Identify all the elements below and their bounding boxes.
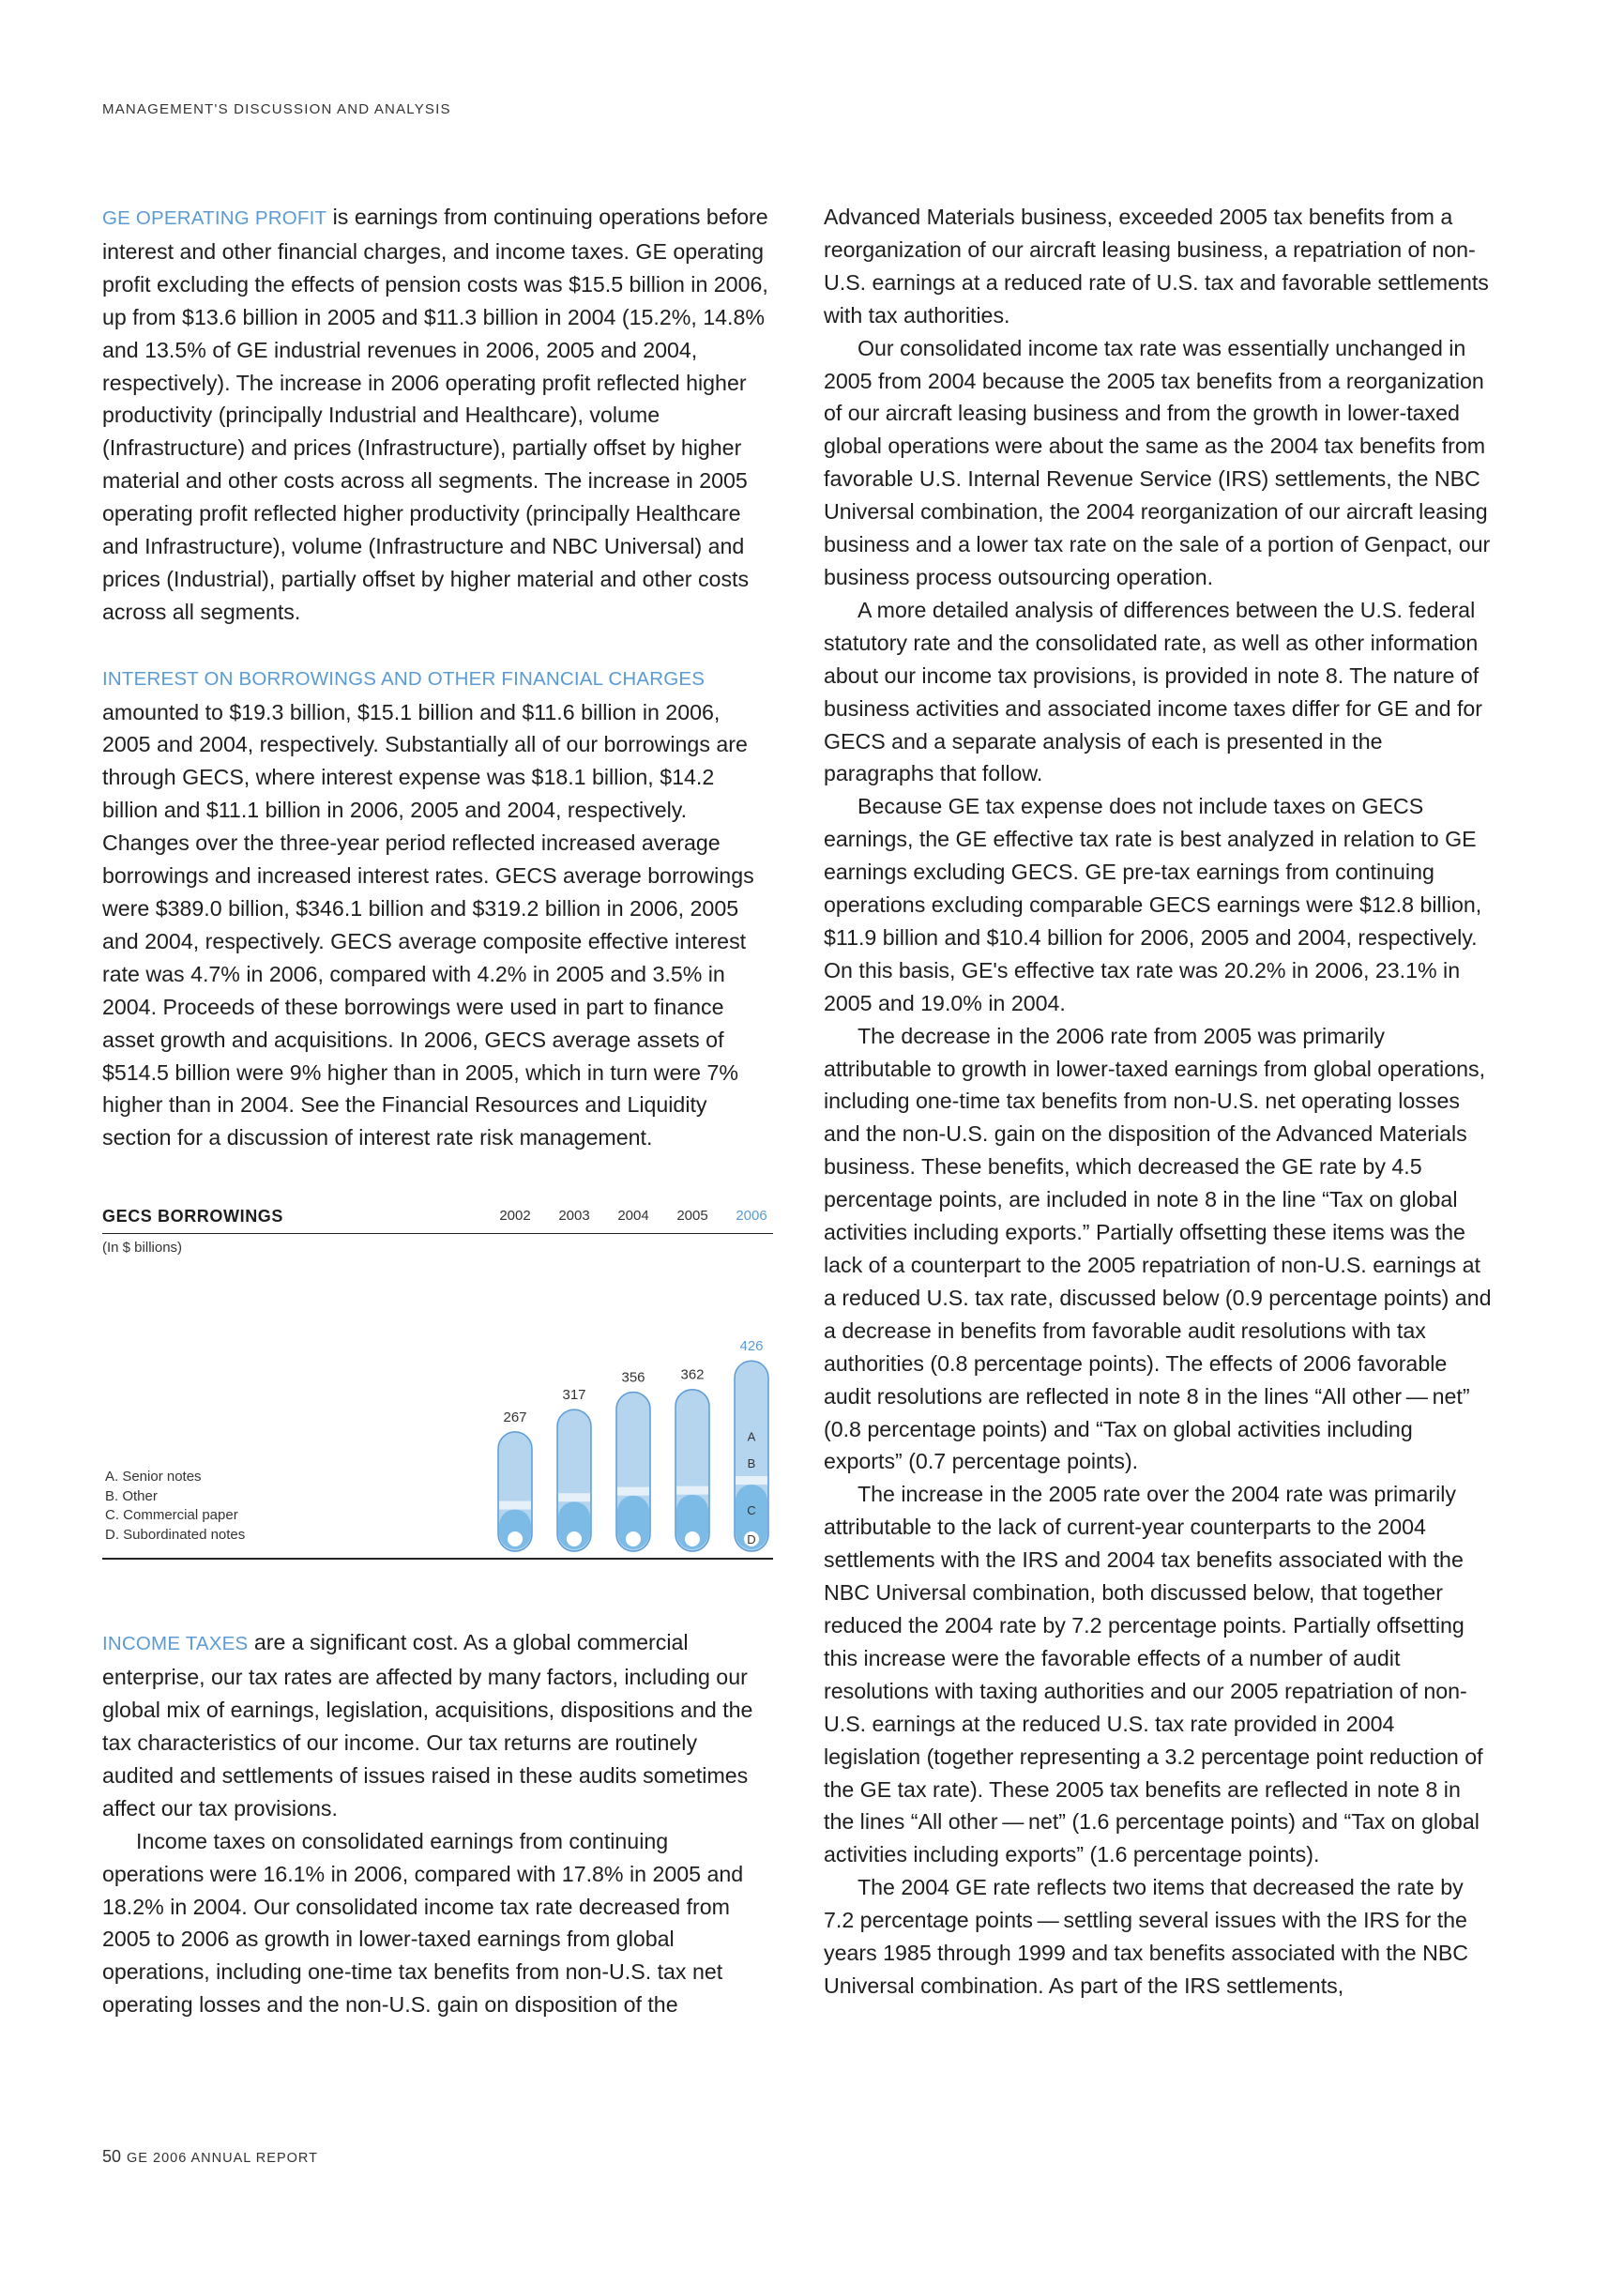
chart-title: GECS BORROWINGS [102,1207,284,1226]
paragraph-consolidated-rate: Income taxes on consolidated earnings from continuing operations were 16.1% in 2006, compared with 17.8% in 2005 and 18.2% in 2004. Our consolidated income tax rate decreased from 2005 to 2006 as growth in lower-taxed earnings from global operations, including one-time tax benefits from non-U.S. tax net operating losses and the non-U.S. gain on disposition of the [102,1828,744,2018]
legend-item-senior-notes: A. Senior notes [105,1469,202,1485]
bar-segment-other [558,1493,590,1501]
bar-segment-subordinated-notes [685,1531,700,1546]
legend-item-other: B. Other [105,1487,158,1504]
stack-letter-c: C [747,1503,756,1518]
report-title: GE 2006 ANNUAL REPORT [127,2151,318,2166]
bar-segment-other [617,1487,649,1496]
keyword-income-taxes: INCOME TAXES [102,1633,249,1655]
page-number: 50 [102,2147,122,2166]
bar-segment-other [736,1476,767,1485]
paragraph-income-taxes [102,1626,773,1824]
text-interest: amounted to $19.3 billion, $15.1 billion and $11.6 billion in 2006, 2005 and 2004, respectively. Substantially all of our borrowings are through GECS, where interest expense was $18.1 billion, $14.2 billion and $11.1 billion in 2006, 2005 and 2004, respectively. Changes over the three-year period reflected increased average borrowings and increased interest rates. GECS average borrowings were $389.0 billion, $346.1 billion and $319.2 billion in 2006, 2005 and 2004, respectively. GECS average composite effective interest rate was 4.7% in 2006, compared with 4.2% in 2005 and 3.5% in 2004. Proceeds of these borrowings were used in part to finance asset growth and acquisitions. In 2006, GECS average assets of $514.5 billion were 9% higher than in 2005, which in turn were 7% higher than in 2004. See the Financial Resources and Liquidity section for a discussion of interest rate risk management. [102,699,754,1150]
stack-letter-b: B [747,1456,756,1471]
paragraph-right-7: The 2004 GE rate reflects two items that decreased the rate by 7.2 percentage points — settling several issues with the IRS for the years 1985 through 1999 and tax benefits associated with the NBC Universal combination. As part of the IRS settlements, [824,1875,1469,1998]
paragraph-right-1: Advanced Materials business, exceeded 2005 tax benefits from a reorganization of our aircraft leasing business, a repatriation of non-U.S. earnings at a reduced rate of U.S. tax and favorable settlements with tax authorities. [824,205,1489,328]
keyword-interest: INTEREST ON BORROWINGS AND OTHER FINANCIAL CHARGES [102,667,706,690]
bar-segment-other [676,1486,708,1495]
year-label: 2006 [736,1208,767,1224]
keyword-operating-profit: GE OPERATING PROFIT [102,207,327,229]
chart-bottom-rule [102,1558,773,1560]
paragraph-operating-profit [102,201,773,629]
year-label: 2002 [499,1208,531,1224]
bar-segment-subordinated-notes [626,1531,641,1546]
legend-item-subordinated-notes: D. Subordinated notes [105,1526,246,1543]
paragraph-right-5: The decrease in the 2006 rate from 2005 was primarily attributable to growth in lower-taxed earnings from global operations, including one-time tax benefits from non-U.S. net operating losses and the non-U.S. gain on the disposition of the Advanced Materials business. These benefits, which decreased the GE rate by 4.5 percentage points, are included in note 8 in the line “Tax on global activities including exports.” Partially offsetting these items was the lack of a counterpart to the 2005 repatriation of non-U.S. earnings at a reduced U.S. tax rate, discussed below (0.9 percentage points) and a decrease in benefits from favorable audit resolutions with tax authorities (0.8 percentage points). The effects of 2006 favorable audit resolutions are reflected in note 8 in the lines “All other — net” (0.8 percentage points) and “Tax on global activities including exports” (0.7 percentage points). [824,1023,1492,1474]
stack-letter-d: D [747,1532,756,1546]
legend-item-commercial-paper: C. Commercial paper [105,1507,238,1523]
gecs-borrowings-chart [102,1204,773,1561]
bar-segment-other [499,1501,531,1510]
bar-value-label: 317 [562,1387,586,1404]
bar-segment-subordinated-notes [567,1531,582,1546]
bar-value-label: 362 [680,1366,705,1383]
section-header: MANAGEMENT'S DISCUSSION AND ANALYSIS [102,101,451,117]
paragraph-right-3: A more detailed analysis of differences between the U.S. federal statutory rate and the consolidated rate, as well as other information about our income tax provisions, is provided in note 8. The nature of business activities and associated income taxes differ for GE and for GECS and a separate analysis of each is presented in the paragraphs that follow. [824,597,1482,786]
bar-segment-subordinated-notes [508,1531,523,1546]
right-column [824,201,1495,2003]
left-column [102,201,773,2021]
bar-value-label: 426 [739,1338,764,1355]
year-label: 2004 [617,1208,649,1224]
bar-value-label: 267 [503,1409,527,1425]
bar-value-label: 356 [621,1369,645,1386]
text-operating-profit: is earnings from continuing operations before interest and other financial charges, and income taxes. GE operating profit excluding the effects of pension costs was $15.5 billion in 2006, up from $13.6 billion in 2005 and $11.3 billion in 2004 (15.2%, 14.8% and 13.5% of GE industrial revenues in 2006, 2005 and 2004, respectively). The increase in 2006 operating profit reflected higher productivity (principally Industrial and Healthcare), volume (Infrastructure) and prices (Infrastructure), partially offset by higher material and other costs across all segments. The increase in 2005 operating profit reflected higher productivity (principally Healthcare and Infrastructure), volume (Infrastructure and NBC Universal) and prices (Industrial), partially offset by higher material and other costs across all segments. [102,205,768,624]
chart-legend [105,1468,245,1545]
year-label: 2003 [558,1208,590,1224]
paragraph-right-2: Our consolidated income tax rate was essentially unchanged in 2005 from 2004 because the 2005 tax benefits from a reorganization of our aircraft leasing business and from the growth in lower-taxed global operations were about the same as the 2004 tax benefits from favorable U.S. Internal Revenue Service (IRS) settlements, the NBC Universal combination, the 2004 reorganization of our aircraft leasing business and a lower tax rate on the sale of a portion of Genpact, our business process outsourcing operation. [824,335,1491,589]
chart-unit: (In $ billions) [102,1240,183,1256]
paragraph-right-6: The increase in the 2005 rate over the 2004 rate was primarily attributable to the lack of current-year counterparts to the 2004 settlements with the IRS and 2004 tax benefits associated with the NBC Universal combination, both discussed below, that together reduced the 2004 rate by 7.2 percentage points. Partially offsetting this increase were the favorable effects of a number of audit resolutions with taxing authorities and our 2005 repatriation of non-U.S. earnings at the reduced U.S. tax rate provided in 2004 legislation (together representing a 3.2 percentage point reduction of the GE tax rate). These 2005 tax benefits are reflected in note 8 in the lines “All other — net” (1.6 percentage points) and “Tax on global activities including exports” (1.6 percentage points). [824,1482,1483,1867]
text-income-taxes: are a significant cost. As a global commercial enterprise, our tax rates are affected by many factors, including our global mix of earnings, legislation, acquisitions, dispositions and the tax characteristics of our income. Our tax returns are routinely audited and settlements of issues raised in these audits sometimes affect our tax provisions. [102,1630,753,1821]
paragraph-right-4: Because GE tax expense does not include taxes on GECS earnings, the GE effective tax rate is best analyzed in relation to GE earnings excluding GECS. GE pre-tax earnings from continuing operations excluding comparable GECS earnings were $12.8 billion, $11.9 billion and $10.4 billion for 2006, 2005 and 2004, respectively. On this basis, GE's effective tax rate was 20.2% in 2006, 23.1% in 2005 and 19.0% in 2004. [824,794,1482,1015]
year-label: 2005 [676,1208,708,1224]
stack-letter-a: A [747,1429,756,1444]
page-footer [102,2147,318,2167]
paragraph-interest [102,662,773,1155]
